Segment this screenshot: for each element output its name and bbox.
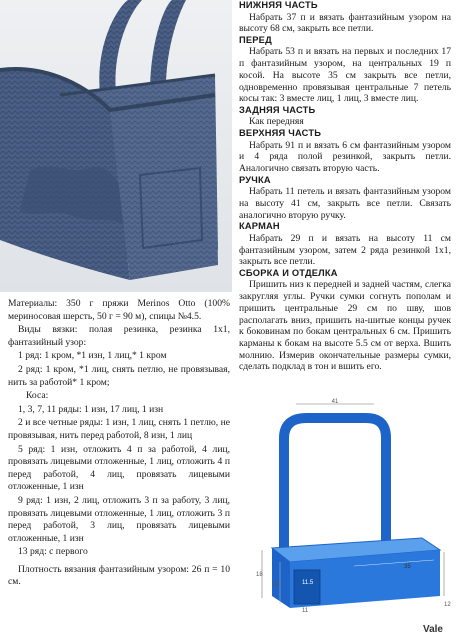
section-top-text: Набрать 91 п и вязать 6 см фантазийным узором и 4 ряда полой резинкой, закрыть петли. Аналогично связать вторую часть. — [239, 139, 451, 175]
inner-height-label: 14 — [273, 582, 280, 588]
brand-mark: Vale — [422, 624, 443, 635]
kosa-row-13: 13 ряд: с первого — [18, 546, 88, 558]
section-pocket-heading: КАРМАН — [239, 221, 280, 232]
depth-label: 12 — [444, 602, 451, 608]
kosa-row-5: 5 ряд: 1 изн, отложить 4 п за работой, 4 лиц, провязать лицевыми отложенные, 1 лиц, отложить 4 п перед работой, 4 лиц, провязать лицевыми отложенные, 1 изн — [8, 443, 230, 493]
row-1-text: 1 ряд: 1 кром, *1 изн, 1 лиц,* 1 кром — [18, 350, 167, 362]
bag-diagram — [244, 398, 450, 618]
section-front-heading: ПЕРЕД — [239, 34, 272, 45]
length-label: 35 — [404, 564, 411, 570]
section-assembly-text: Пришить низ к передней и задней частям, слегка закругляя углы. Ручки сумки согнуть пополам и пришить центральные 29 см по шву, шов располагать вниз, пришить на-шитые концы ручек к боковинам по бокам центральных 6 см. Пришить карманы к бокам на высоте 5.5 см от верха. Вшить молнию. Измерив окончательные размеры сумки, сделать подклад в тон и вшить его. — [239, 279, 451, 373]
bag-illustration — [0, 0, 232, 292]
kinds-text: Виды вязки: полая резинка, резинка 1x1, фантазийный узор: — [8, 324, 230, 348]
section-back-text: Как передняя — [249, 116, 304, 128]
section-handle-text: Набрать 11 петель и вязать фантазийным узором на высоту 41 см, закрыть все петли. Связать аналогично вторую ручку. — [239, 186, 451, 221]
section-front-text: Набрать 53 п и вязать на первых и последних 17 п фантазийным узором, на центральных 19 п косой. На высоте 35 см закрыть все петли, одновременно провязывая центральные 7 петель косы так: 3 вместе лиц, 1 лиц, 3 вместе лиц. — [239, 46, 451, 105]
kosa-row-2: 2 и все четные ряды: 1 изн, 1 лиц, снять 1 петлю, не провязывая, нить перед работой, 8 изн, 1 лиц — [8, 417, 230, 441]
density-text: Плотность вязания фантазийным узором: 26 п = 10 см. — [8, 563, 230, 588]
pocket-shape — [294, 570, 320, 604]
materials-text: Материалы: 350 г пряжи Merinos Otto (100% мериносовая шерсть, 50 г = 90 м), спицы №4.5. — [8, 298, 230, 322]
pocket-width-label: 11 — [302, 608, 309, 614]
handle-shape — [284, 418, 386, 558]
section-assembly-heading: СБОРКА И ОТДЕЛКА — [239, 267, 338, 278]
section-back-heading: ЗАДНЯЯ ЧАСТЬ — [239, 104, 316, 115]
kosa-row-9: 9 ряд: 1 изн, 2 лиц, отложить 3 п за работу, 3 лиц, провязать лицевыми отложенные, 1 лиц, отложить 3 п перед работой, 3 лиц, провязать лицевыми отложенные, 1 изн — [8, 494, 230, 544]
kosa-title: Коса: — [26, 390, 49, 402]
section-pocket-text: Набрать 29 п и вязать на высоту 11 см фантазийным узором, затем 2 ряда резинкой 1x1, закрыть все петли. — [239, 232, 451, 268]
height-label: 18 — [256, 572, 263, 578]
right-column — [239, 0, 451, 373]
left-column — [8, 298, 230, 590]
bag-schematic — [244, 398, 450, 618]
section-bottom-text: Набрать 37 п и вязать фантазийным узором на высоту 68 см, закрыть все петли. — [239, 11, 451, 35]
pocket-height-label: 11.5 — [302, 580, 314, 586]
section-top-heading: ВЕРХНЯЯ ЧАСТЬ — [239, 128, 322, 139]
section-handle-heading: РУЧКА — [239, 174, 271, 185]
handle-width-label: 41 — [331, 399, 339, 405]
section-bottom-heading: НИЖНЯЯ ЧАСТЬ — [239, 0, 318, 10]
row-2-text: 2 ряд: 1 кром, *1 лиц, снять петлю, не провязывая, нить за работой* 1 кром; — [8, 363, 230, 388]
kosa-row-1: 1, 3, 7, 11 ряды: 1 изн, 17 лиц, 1 изн — [18, 403, 164, 415]
bag-photo — [0, 0, 232, 292]
